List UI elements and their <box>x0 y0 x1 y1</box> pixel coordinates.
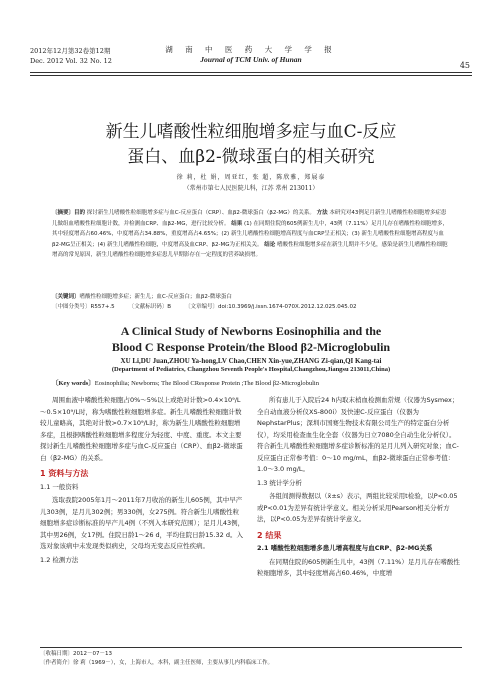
subsection-1-2-heading: 1.2 检测方法 <box>40 555 79 564</box>
keywords-en-text: Eosinophilia; Newborns; The Blood CResponse Protein ;The Blood β2-Microglobulin <box>94 380 319 387</box>
class-number: 〔中图分类号〕R557+.5 <box>52 304 115 310</box>
paragraph-2-1: 在同期住院的605例新生儿中，43例（7.11%）足月儿存在嗜酸性粒细胞增多，其中轻度增高占60.46%，中度增 <box>257 557 460 577</box>
classification-row <box>52 302 450 310</box>
title-en <box>0 323 502 355</box>
goal-label: 目的 <box>74 210 86 216</box>
keywords-en <box>52 378 450 387</box>
subsection-2-1-heading: 2.1 嗜酸性粒细胞增多患儿增高程度与血CRP、β2-MG关系 <box>257 544 433 552</box>
abstract-cn <box>52 208 450 261</box>
header-journal <box>0 44 502 64</box>
paragraph-1-1: 选取我院2005年1月～2011年7月收治的新生儿605例，其中早产儿303例，足月儿302例；男330例，女275例。符合新生儿嗜酸性粒细胞增多症诊断标准的早产儿4例（不列入本研究范围）；足月儿43例，其中男26例，女17例。住院日龄1～26 d，平均住院日龄15.32 d。入选对象该病中未发现类似病史，父母均无变态反应性疾病。 <box>40 496 245 550</box>
authors-cn: 徐 莉，杜 娟，周亚红，张 超，陈欣雅，郑展泰 <box>176 174 326 181</box>
received-date: 〔收稿日期〕2012－07－13 <box>40 651 112 657</box>
page-number: 45 <box>459 61 470 70</box>
keywords-en-label: 〔Key words〕 <box>52 380 95 387</box>
abstract-method: 本研究对43例足月新生儿嗜酸性粒细胞增多症患儿做组血嗜酸性粒细胞计数，并检测血CRP、血β2-MG，进行比较分析。 <box>52 210 447 227</box>
author-bio: 〔作者简介〕徐 莉（1969－），女，上海市人，本科，副主任医师，主要从事儿内科临床工作。 <box>40 660 273 666</box>
issue-cn: 2012年12月第32卷第12期 <box>30 47 111 55</box>
abstract-goal: 探讨新生儿嗜酸性粒细胞增多症与血C-反应蛋白（CRP）、血β2-微球蛋白（β2-MG）的关系。 <box>86 210 315 216</box>
journal-name-cn: 湖 南 中 医 药 大 学 学 报 <box>165 45 337 54</box>
abstract-conclusion: 嗜酸性粒细胞增多症在新生儿期并不少见，感染是新生儿嗜酸性粒细胞增高的常见原因，新生儿嗜酸性粒细胞增多症患儿早期影存在一定程度的营养缺损增。 <box>52 241 448 258</box>
abstract-result: (1) 在同期住院的605例新生儿中，43例（7.11%）足月儿存在嗜酸性粒细胞增多，其中轻度增高占60.46%，中度增高占34.88%，重度增高占4.65%；(2) 新生儿嗜酸性粒细胞增高程度与血CRP呈正相关；(3) 新生儿嗜酸性粒细胞增高程度与血β2-MG呈正相关；(4) 新生儿嗜酸性粒细胞，中度增高及血CRP、β2-MG为正相关关。 <box>52 220 449 248</box>
title-en-line2: Blood C Response Protein/the Blood β2-Microglobulin <box>111 340 391 354</box>
article-number: 〔文章编号〕doi:10.3969/j.issn.1674-070X.2012.12.025.045.02 <box>184 304 357 310</box>
paragraph-1-2: 所有患儿于入院后24 h内取末梢血检测血常规（仪器为Sysmex；全自动血液分析仪XS-800i）及快速C-反应蛋白（仪器为NephstarPlus；深圳市国赛生物技术有限公司生产的特定蛋白分析仪），均采用检查血生化全套（仪器为日立7080全自动生化分析仪）。符合新生儿嗜酸性粒细胞增多症诊断标准的足月儿列入研究对象；血C-反应蛋白正常参考值：0～10 mg/mL，血β2-微球蛋白正常参考值：1.0～3.0 mg/L。 <box>257 396 459 473</box>
title-cn-line1: 新生儿嗜酸性粒细胞增多症与血C-反应 <box>105 122 397 142</box>
body-left-column <box>40 395 245 568</box>
document-code: 〔文献标识码〕B <box>128 304 171 310</box>
title-en-line1: A Clinical Study of Newborns Eosinophilia and the <box>120 324 382 338</box>
intro-paragraph: 周围血液中嗜酸性粒细胞占0%～5%以上或绝对计数>0.4×10⁹/L～0.5×10⁹/L时，称为嗜酸性粒细胞增多症。新生儿嗜酸性粒细胞计数较儿童略高，其绝对计数>0.7×10⁹/L时，称为新生儿嗜酸性粒细胞增多症，且根据嗜酸性粒细胞增多程度分为轻度、中度、重度。本文主要探讨新生儿嗜酸性粒细胞增多症与血C-反应蛋白（CRP）、血β2-微球蛋白（β2-MG）的关系。 <box>40 396 243 462</box>
authors-en: XU Li,DU Juan,ZHOU Ya-hong,LV Chao,CHEN Xin-yue,ZHANG Zi-qian,QI Kang-tai <box>120 357 382 365</box>
keywords-cn <box>52 292 450 302</box>
header-rule <box>30 72 472 76</box>
paragraph-1-3: 各组间测得数据以（x̄±s）表示，两组比较采用t检验，以P<0.05或P<0.01为差异有统计学意义。相关分析采用Pearson相关分析方法，以P<0.05为差异有统计学意义。 <box>257 492 458 523</box>
title-cn-line2: 蛋白、血β2-微球蛋白的相关研究 <box>127 147 375 167</box>
journal-name-en: Journal of TCM Univ. of Hunan <box>200 55 302 64</box>
section-2-heading: 2 结果 <box>257 530 282 540</box>
conclusion-label: 结论 <box>264 241 276 248</box>
subsection-1-1-heading: 1.1 一般资料 <box>40 482 79 491</box>
keywords-cn-text: 嗜酸性粒细胞增多症；新生儿；血C-反应蛋白；血β2-微球蛋白 <box>79 294 232 300</box>
footnote <box>40 647 462 668</box>
subsection-1-3-heading: 1.3 统计学分析 <box>257 478 302 487</box>
affiliation-en: (Department of Pediatrics, Changzhou Seventh People's Hospital,Changzhou,Jiangsu 213011,China) <box>111 366 391 373</box>
body-right-column <box>257 395 462 580</box>
method-label: 方法 <box>316 210 328 216</box>
keywords-cn-label: 〔关键词〕 <box>52 294 80 300</box>
abstract-label: 〔摘要〕 <box>52 210 75 216</box>
title-cn <box>0 120 502 170</box>
section-1-heading: 1 资料与方法 <box>40 469 89 478</box>
result-label: 结果 <box>231 220 243 227</box>
affiliation-cn: （常州市第七人民医院儿科，江苏 常州 213011） <box>183 185 319 192</box>
issue-en: Dec. 2012 Vol. 32 No. 12 <box>30 57 112 65</box>
